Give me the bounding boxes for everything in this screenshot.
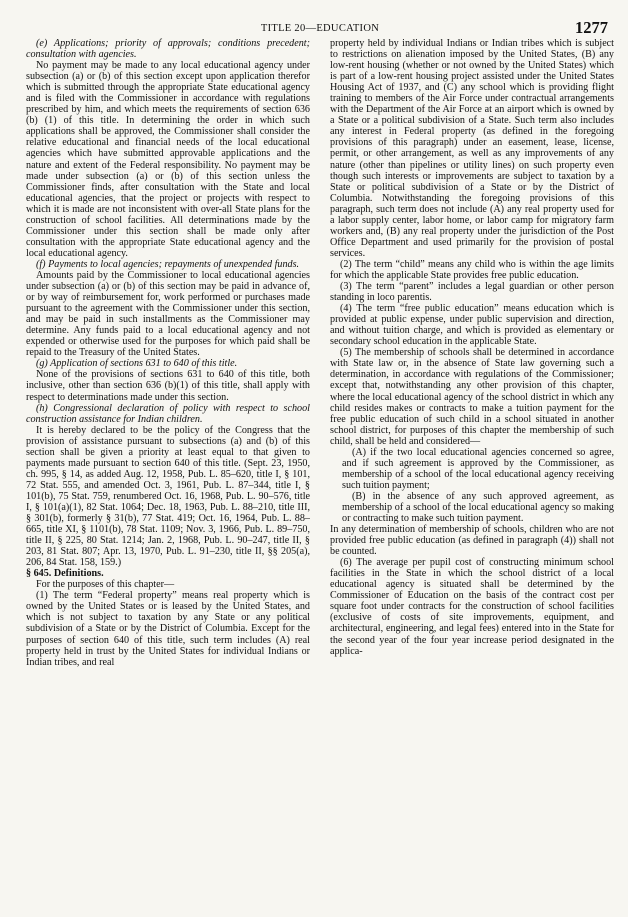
running-title: TITLE 20—EDUCATION <box>260 23 380 34</box>
right-column <box>330 38 614 908</box>
subsection-e-text: No payment may be made to any local educational agency under subsection (a) or (b) of this section except upon application therefor which is submitted through the appropriate State educational agency and is filed with the Commissioner in accordance with regulations prescribed by him, and which meets the requirements of section 636 (b) (1) of this title. In determining the order in which such applications shall be approved, the Commissioner shall consider the relative educational and financial needs of the local educational agencies which have submitted approvable applications and the nature and extent of the Federal responsibility. No payment may be made under subsection (a) or (b) of this section unless the Commissioner finds, after consultation with the State and local educational agencies, that the project or projects with respect to which it is made are not inconsistent with over-all State plans for the construction of school facilities. All determinations made by the Commissioner under this section shall be made only after consultation with the appropriate State educational agency and the local educational agency. <box>26 60 310 259</box>
definition-1-continued: property held by individual Indians or Indian tribes which is subject to restrictions on alienation imposed by the United States, (B) any low-rent housing (whether or not owned by the United States) which is part of a low-rent housing project assisted under the United States Housing Act of 1937, and (C) any school which is providing flight training to members of the Air Force under contractual arrangements with the Department of the Air Force at an airport which is owned by a State or a political subdivision of a State. Such term also includes any interest in Federal property (as defined in the foregoing provisions of this paragraph) under an easement, lease, license, permit, or other arrangement, as well as any improvements of any nature (other than pipelines or utility lines) on such property even though such interests or improvements are subject to taxation by a State or political subdivision of a State or by the District of Columbia. Notwithstanding the foregoing provisions of this paragraph, such term does not include (A) any real property used for a labor supply center, labor home, or labor camp for migratory farm workers and, (B) any real property under the jurisdiction of the Post Office Department and used primarily for the provision of postal services. <box>330 38 614 259</box>
definition-2: (2) The term “child” means any child who is within the age limits for which the applicable State provides free public education. <box>330 258 614 281</box>
page-header <box>26 0 614 38</box>
subsection-h-heading: (h) Congressional declaration of policy with respect to school construction assistance for Indian children. <box>26 402 310 425</box>
definition-4: (4) The term “free public education” means education which is provided at public expense, under public supervision and direction, and without tuition charge, and which is provided as elementary or secondary school education in the applicable State. <box>330 303 614 348</box>
subsection-g-text: None of the provisions of sections 631 to 640 of this title, both inclusive, other than section 636 (b)(1) of this title, shall apply with respect to determinations made under this section. <box>26 369 310 403</box>
subsection-e-heading: (e) Applications; priority of approvals; conditions precedent; consultation with agencies. <box>26 38 310 61</box>
subsection-g-heading: (g) Application of sections 631 to 640 of this title. <box>36 358 238 370</box>
section-645-heading: § 645. Definitions. <box>26 568 104 580</box>
definition-5-b: (B) in the absence of any such approved agreement, as membership of a school of the local educational agency so making or contracting to make such tuition payment. <box>342 490 614 525</box>
definition-5-closing: In any determination of membership of schools, children who are not provided free public education (as defined in paragraph (4)) shall not be counted. <box>330 524 614 558</box>
definition-6: (6) The average per pupil cost of constructing minimum school facilities in the State in which the school district of a local educational agency is situated shall be determined by the Commissioner of Education on the basis of the contract cost per square foot under contracts for the construction of school facilities (exclusive of costs of site improvements, equipment, and architectural, engineering, and legal fees) entered into in the State for the second year of the four year increase period designated in the applica- <box>330 557 614 657</box>
definitions-intro: For the purposes of this chapter— <box>36 579 175 591</box>
definition-5: (5) The membership of schools shall be determined in accordance with State law or, in the absence of State law governing such a determination, in accordance with regulations of the Commissioner; except that, notwithstanding any other provision of this chapter, where the local educational agency of the school district in which any child resides makes or contracts to make a tuition payment for the free public education of such child in a school situated in another school district, for purposes of this chapter the membership of such child, shall be held and considered— <box>330 347 614 447</box>
subsection-f-heading: (f) Payments to local agencies; repayments of unexpended funds. <box>36 258 300 270</box>
definition-3: (3) The term “parent” includes a legal guardian or other person standing in loco parentis. <box>330 281 614 304</box>
subsection-f-text: Amounts paid by the Commissioner to local educational agencies under subsection (a) or (b) of this section may be paid in advance of, or by way of reimbursement for, work performed or purchases made pursuant to the agreement with the Commissioner under this section, and may be paid in such installments as the Commissioner may determine. Any funds paid to a local educational agency and not expended or otherwise used for the purposes for which paid shall be repaid to the Treasury of the United States. <box>26 269 310 359</box>
definition-1: (1) The term “Federal property” means real property which is owned by the United States or is leased by the United States, and which is not subject to taxation by any State or any political subdivision of a State or by the District of Columbia. Except for the purposes of section 640 of this title, such term includes (A) real property held in trust by the United States for individual Indians or Indian tribes, and real <box>26 590 310 668</box>
page-number: 1277 <box>575 18 608 37</box>
text-columns <box>26 38 614 908</box>
subsection-h-text: It is hereby declared to be the policy of the Congress that the provision of assistance pursuant to subsections (a) and (b) of this section shall be given a priority at least equal to that given to payments made pursuant to section 640 of this title. (Sept. 23, 1950, ch. 995, § 14, as added Aug. 12, 1958, Pub. L. 85–620, title I, § 101, 72 Stat. 555, and amended Oct. 3, 1961, Pub. L. 87–344, title I, § 101(b), 75 Stat. 759, renumbered Oct. 16, 1968, Pub. L. 90–576, title I, § 101(a)(1), 82 Stat. 1064; Dec. 18, 1963, Pub. L. 88–210, title III, § 301(b), formerly § 31(b), 77 Stat. 419; Oct. 16, 1964, Pub. L. 88–665, title XI, § 1101(b), 78 Stat. 1109; Nov. 3, 1966, Pub. L. 89–750, title II, § 225, 80 Stat. 1214; Jan. 2, 1968, Pub. L. 90–247, title II, § 203, 81 Stat. 807; Apr. 13, 1970, Pub. L. 91–230, title II, §§ 205(a), 206, 84 Stat. 158, 159.) <box>26 424 310 569</box>
definition-5-a: (A) if the two local educational agencies concerned so agree, and if such agreement is approved by the Commissioner, as membership of a school of the local educational agency receiving such tuition payment; <box>342 446 614 491</box>
left-column <box>26 38 310 908</box>
